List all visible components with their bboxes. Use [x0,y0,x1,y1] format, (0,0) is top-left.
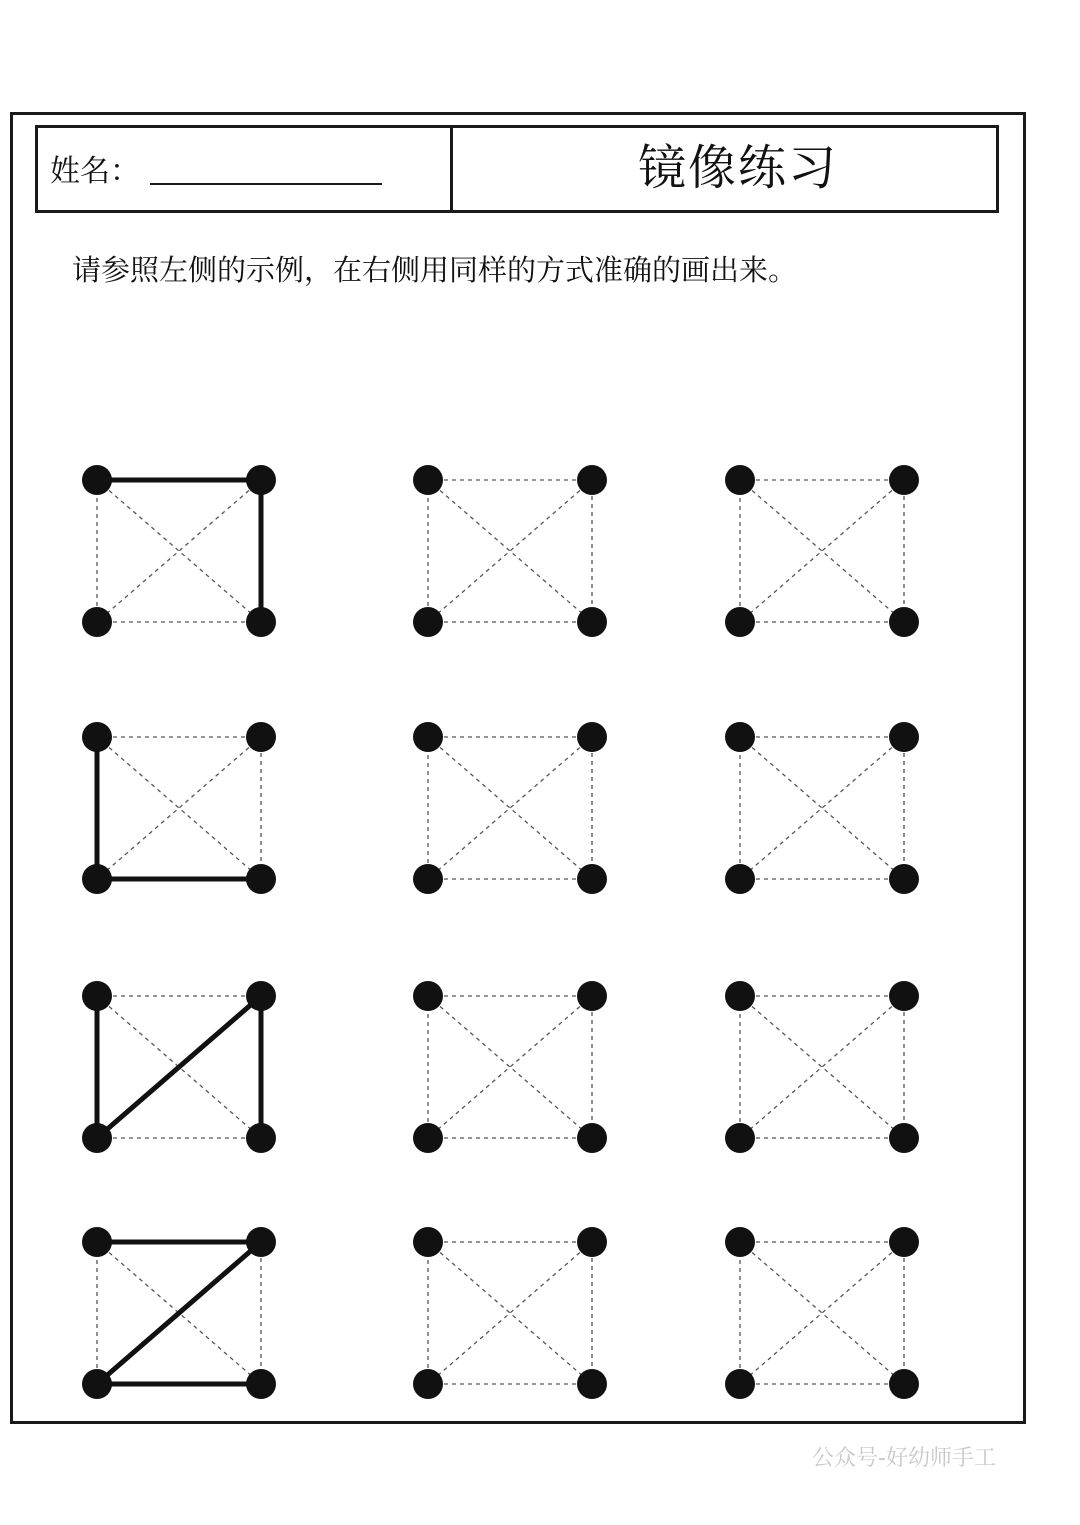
practice-1-2-dot-top-right[interactable] [889,465,919,495]
example-4-dot-top-left[interactable] [82,1227,112,1257]
practice-3-2-dot-top-right[interactable] [889,981,919,1011]
example-1-dot-top-left[interactable] [82,465,112,495]
practice-4-2-dot-top-right[interactable] [889,1227,919,1257]
practice-3-1-dot-bottom-right[interactable] [577,1123,607,1153]
practice-4-1-dot-top-right[interactable] [577,1227,607,1257]
practice-1-1-dot-top-right[interactable] [577,465,607,495]
example-3-dot-bottom-right[interactable] [246,1123,276,1153]
instruction-text: 请参照左侧的示例，在右侧用同样的方式准确的画出来。 [72,253,798,287]
example-2-dot-bottom-left[interactable] [82,864,112,894]
example-3-dot-bottom-left[interactable] [82,1123,112,1153]
practice-3-1-dot-top-right[interactable] [577,981,607,1011]
example-1-dot-bottom-left[interactable] [82,607,112,637]
practice-4-1-dot-bottom-right[interactable] [577,1369,607,1399]
practice-3-2-dot-top-left[interactable] [725,981,755,1011]
practice-2-2-dot-bottom-right[interactable] [889,864,919,894]
practice-2-1-dot-top-left[interactable] [413,722,443,752]
worksheet-title: 镜像练习 [638,140,839,196]
practice-2-1-dot-top-right[interactable] [577,722,607,752]
example-1-dot-bottom-right[interactable] [246,607,276,637]
example-4-dot-top-right[interactable] [246,1227,276,1257]
practice-1-2-dot-top-left[interactable] [725,465,755,495]
practice-1-1-dot-bottom-right[interactable] [577,607,607,637]
example-3-dot-top-right[interactable] [246,981,276,1011]
practice-3-2-dot-bottom-right[interactable] [889,1123,919,1153]
practice-4-1-dot-top-left[interactable] [413,1227,443,1257]
practice-3-1-dot-top-left[interactable] [413,981,443,1011]
practice-1-1-dot-top-left[interactable] [413,465,443,495]
practice-1-2-dot-bottom-right[interactable] [889,607,919,637]
practice-1-2-dot-bottom-left[interactable] [725,607,755,637]
practice-1-1-dot-bottom-left[interactable] [413,607,443,637]
watermark: 公众号-好幼师手工 [812,1446,996,1471]
practice-3-2-dot-bottom-left[interactable] [725,1123,755,1153]
practice-4-1-dot-bottom-left[interactable] [413,1369,443,1399]
example-2-dot-bottom-right[interactable] [246,864,276,894]
practice-2-1-dot-bottom-left[interactable] [413,864,443,894]
example-2-dot-top-right[interactable] [246,722,276,752]
practice-4-2-dot-top-left[interactable] [725,1227,755,1257]
practice-4-2-dot-bottom-right[interactable] [889,1369,919,1399]
practice-2-2-dot-bottom-left[interactable] [725,864,755,894]
name-label: 姓名： [50,154,140,189]
example-3-dot-top-left[interactable] [82,981,112,1011]
example-1-dot-top-right[interactable] [246,465,276,495]
practice-2-2-dot-top-left[interactable] [725,722,755,752]
example-4-dot-bottom-right[interactable] [246,1369,276,1399]
practice-2-2-dot-top-right[interactable] [889,722,919,752]
example-2-dot-top-left[interactable] [82,722,112,752]
practice-4-2-dot-bottom-left[interactable] [725,1369,755,1399]
example-4-dot-bottom-left[interactable] [82,1369,112,1399]
practice-3-1-dot-bottom-left[interactable] [413,1123,443,1153]
practice-2-1-dot-bottom-right[interactable] [577,864,607,894]
